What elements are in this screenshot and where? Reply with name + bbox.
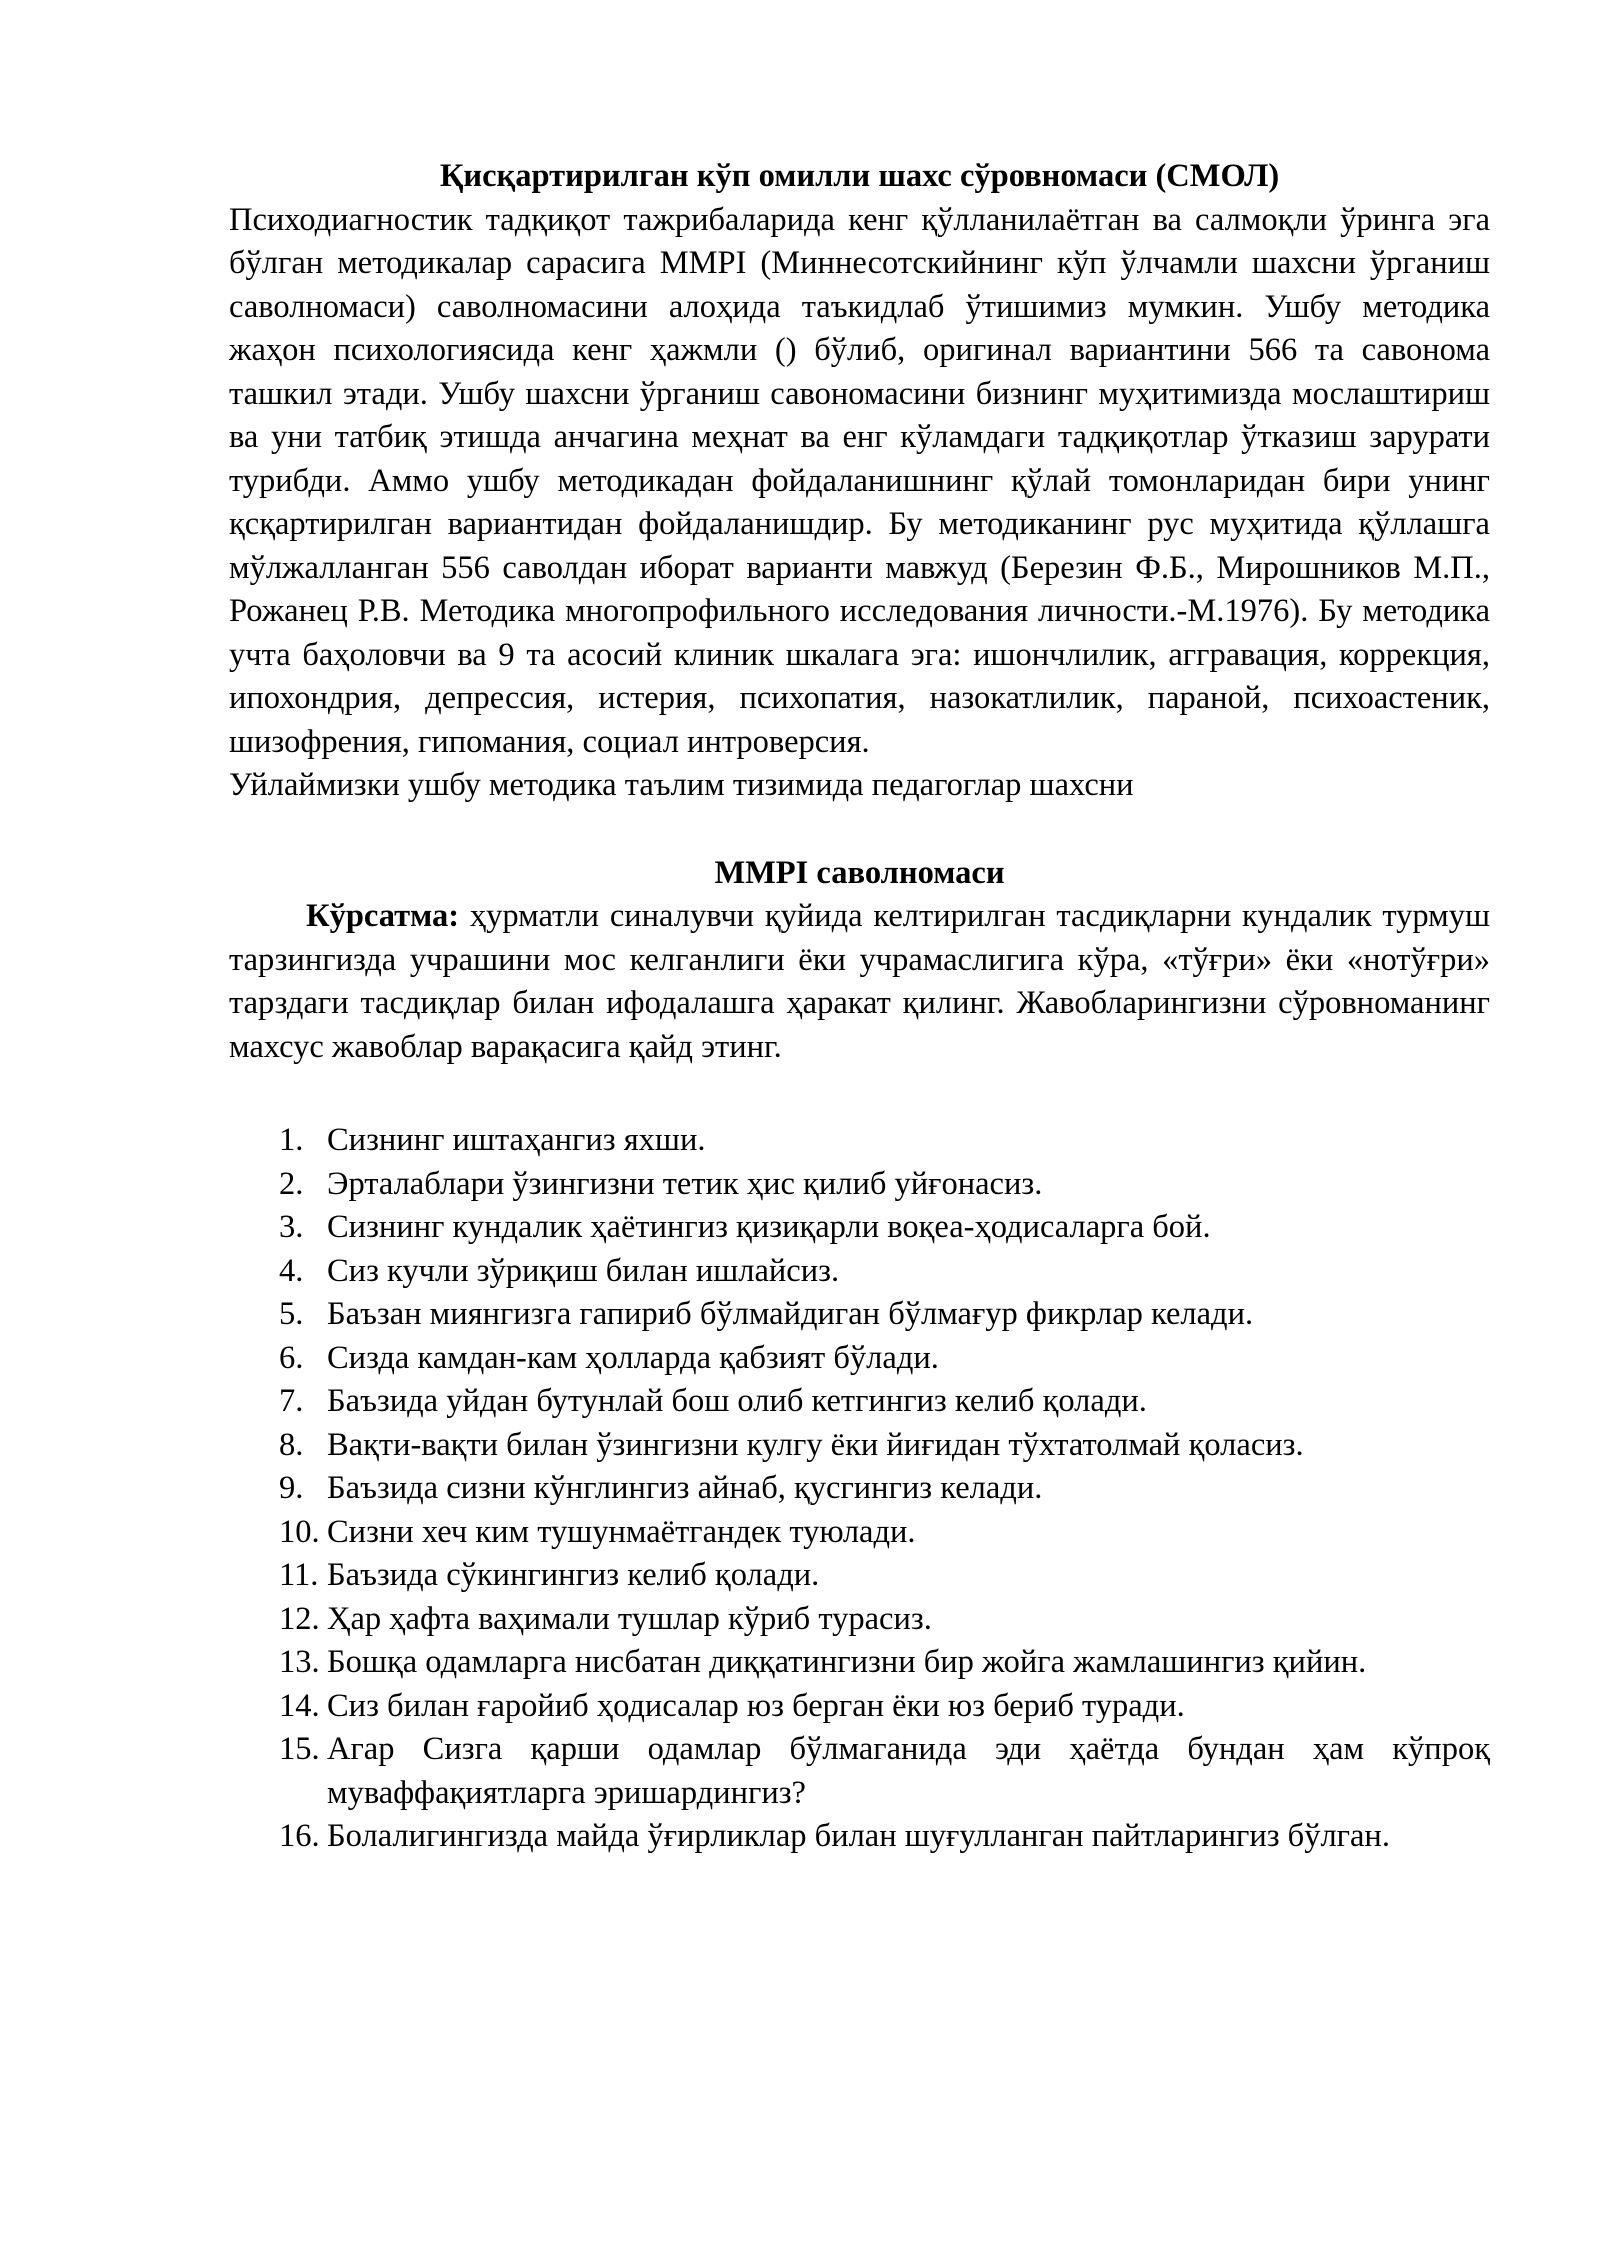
question-number: 16. <box>279 1818 320 1854</box>
question-text: Сизда камдан-кам ҳолларда қабзият бўлади. <box>327 1339 939 1376</box>
question-number: 11. <box>279 1557 319 1593</box>
questionnaire-title: ММРI саволномаси <box>714 854 1005 891</box>
section-spacer <box>229 808 1490 852</box>
question-item <box>229 1554 1490 1598</box>
list-spacer <box>229 1069 1490 1119</box>
question-number: 9. <box>279 1470 304 1506</box>
question-text: Сизнинг иштаҳангиз яхши. <box>327 1122 706 1158</box>
question-item <box>229 1467 1490 1511</box>
question-item <box>229 1250 1490 1294</box>
question-item <box>229 1815 1490 1859</box>
question-item <box>229 1641 1490 1685</box>
question-text: Сиз кучли зўриқиш билан ишлайсиз. <box>327 1252 840 1289</box>
question-number: 15. <box>279 1731 320 1767</box>
question-text: Бошқа одамларга нисбатан диққатингизни бир жойга жамлашингиз қийин. <box>327 1644 1367 1680</box>
question-number: 7. <box>279 1383 304 1419</box>
document-title: Қисқартирилган кўп омилли шахс сўровномаси (СМОЛ) <box>439 158 1280 194</box>
question-number: 12. <box>279 1600 320 1637</box>
intro-paragraph: Психодиагностик тадқиқот тажрибаларида кенг қўлланилаётган ва салмоқли ўринга эга бўлган методикалар сарасига ММРI (Миннесотскийнинг кўп ўлчамли шахсни ўрганиш саволномаси) саволномасини алоҳида таъкидлаб ўтишимиз мумкин. Ушбу методика жаҳон психологиясида кенг ҳажмли () бўлиб, оригинал вариантини 566 та савонома ташкил этади. Ушбу шахсни ўрганиш савономасини бизнинг муҳитимизда мослаштириш ва уни татбиқ этишда анчагина меҳнат ва енг кўламдаги тадқиқотлар ўтказиш зарурати турибди. Аммо ушбу методикадан фойдаланишнинг қўлай томонларидан бири унинг қсқартирилган вариантидан фойдаланишдир. Бу методиканинг рус муҳитида қўллашга мўлжалланган 556 саволдан иборат варианти мавжуд (Березин Ф.Б., Мирошников М.П., Рожанец Р.В. Методика многопрофильного исследования личности.-М.1976). Бу методика учта баҳоловчи ва 9 та асосий клиник шкалага эга: ишончлилик, аггравация, коррекция, ипохондрия, депрессия, истерия, психопатия, назокатлилик, параной, психоастеник, шизофрения, гипомания, социал интроверсия. <box>229 201 1490 760</box>
question-item <box>229 1685 1490 1729</box>
question-number: 5. <box>279 1296 304 1332</box>
question-text: Эрталаблари ўзингизни тетик ҳис қилиб уйғонасиз. <box>327 1165 1043 1202</box>
question-item <box>229 1337 1490 1381</box>
question-text: Баъзида сўкингингиз келиб қолади. <box>327 1557 820 1593</box>
instruction-text: ҳурматли синалувчи қуйида келтирилган тасдиқларни кундалик турмуш тарзингизда учрашини мос келганлиги ёки учрамаслигига кўра, «тўғри» ёки «нотўғри» тарздаги тасдиқлар билан ифодалашга ҳаракат қилинг. Жавобларингизни сўровноманинг махсус жавоблар варақасига қайд этинг. <box>229 898 1491 1065</box>
question-text: Сизни хеч ким тушунмаётгандек туюлади. <box>327 1513 916 1550</box>
question-item <box>229 1163 1490 1207</box>
question-text: Баъзида сизни кўнглингиз айнаб, қусгингиз келади. <box>327 1470 1043 1506</box>
question-number: 2. <box>279 1165 304 1202</box>
question-text: Сиз билан ғаройиб ҳодисалар юз берган ёки юз бериб туради. <box>327 1687 1185 1724</box>
question-text: Агар Сизга қарши одамлар бўлмаганида эди ҳаётда бундан ҳам кўпроқ муваффақиятларга эришардингиз? <box>327 1731 1490 1811</box>
question-item <box>229 1380 1490 1424</box>
question-text: Вақти-вақти билан ўзингизни кулгу ёки йиғидан тўхтатолмай қоласиз. <box>327 1426 1304 1463</box>
question-text: Баъзида уйдан бутунлай бош олиб кетгингиз келиб қолади. <box>327 1383 1147 1419</box>
question-number: 3. <box>279 1209 304 1245</box>
question-text: Сизнинг кундалик ҳаётингиз қизиқарли воқеа-ҳодисаларга бой. <box>327 1209 1211 1245</box>
question-text: Болалигингизда майда ўғирликлар билан шуғулланган пайтларингиз бўлган. <box>327 1818 1390 1854</box>
question-number: 10. <box>279 1513 320 1550</box>
question-list <box>229 1119 1490 1859</box>
question-item <box>229 1293 1490 1337</box>
question-number: 1. <box>279 1122 304 1158</box>
question-item <box>229 1206 1490 1250</box>
question-number: 6. <box>279 1339 304 1376</box>
question-number: 13. <box>279 1644 320 1680</box>
instruction-paragraph <box>229 895 1490 1069</box>
question-number: 4. <box>279 1252 304 1289</box>
intro-trailing-line: Уйлаймизки ушбу методика таълим тизимида педагоглар шахсни <box>229 767 1134 803</box>
question-number: 14. <box>279 1687 320 1724</box>
question-item <box>229 1424 1490 1468</box>
question-item <box>229 1728 1490 1815</box>
question-text: Баъзан миянгизга гапириб бўлмайдиган бўлмағур фикрлар келади. <box>327 1296 1254 1332</box>
question-item <box>229 1119 1490 1163</box>
question-item <box>229 1511 1490 1555</box>
instruction-label: Кўрсатма: <box>306 898 460 934</box>
document-page <box>229 155 1490 1859</box>
question-text: Ҳар ҳафта ваҳимали тушлар кўриб турасиз. <box>327 1600 932 1637</box>
question-number: 8. <box>279 1426 304 1463</box>
question-item <box>229 1598 1490 1642</box>
